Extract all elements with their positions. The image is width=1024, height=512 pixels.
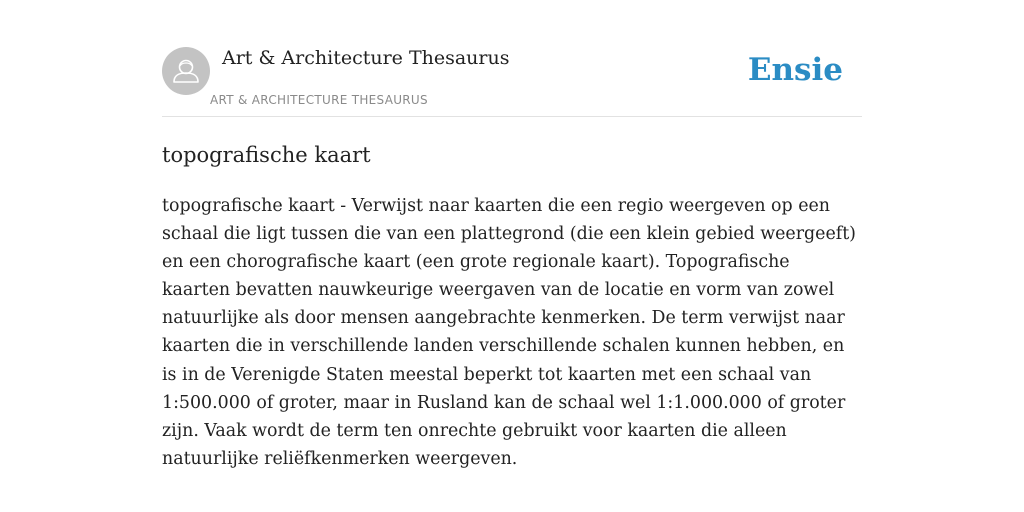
entry-body: topografische kaart - Verwijst naar kaarten die een regio weergeven op een schaal die ligt tussen die van een plattegrond (die een klein gebied weergeeft) en een chorografische kaart (een grote regionale kaart). Topografische kaarten bevatten nauwkeurige weergaven van de locatie en vorm van zowel natuurlijke als door mensen aangebrachte kenmerken. De term verwijst naar kaarten die in verschillende landen verschillende schalen kunnen hebben, en is in de Verenigde Staten meestal beperkt tot kaarten met een schaal van 1:500.000 of groter, maar in Rusland kan de schaal wel 1:1.000.000 of groter zijn. Vaak wordt de term ten onrechte gebruikt voor kaarten die alleen natuurlijke reliëfkenmerken weergeven. [162,196,856,469]
source-title[interactable]: Art & Architecture Thesaurus [222,47,510,69]
user-silhouette-icon[interactable] [162,47,210,95]
entry-title: topografische kaart [162,143,371,167]
source-subtitle[interactable]: ART & ARCHITECTURE THESAURUS [210,93,428,107]
site-logo[interactable]: Ensie [747,52,843,88]
header [162,46,862,117]
